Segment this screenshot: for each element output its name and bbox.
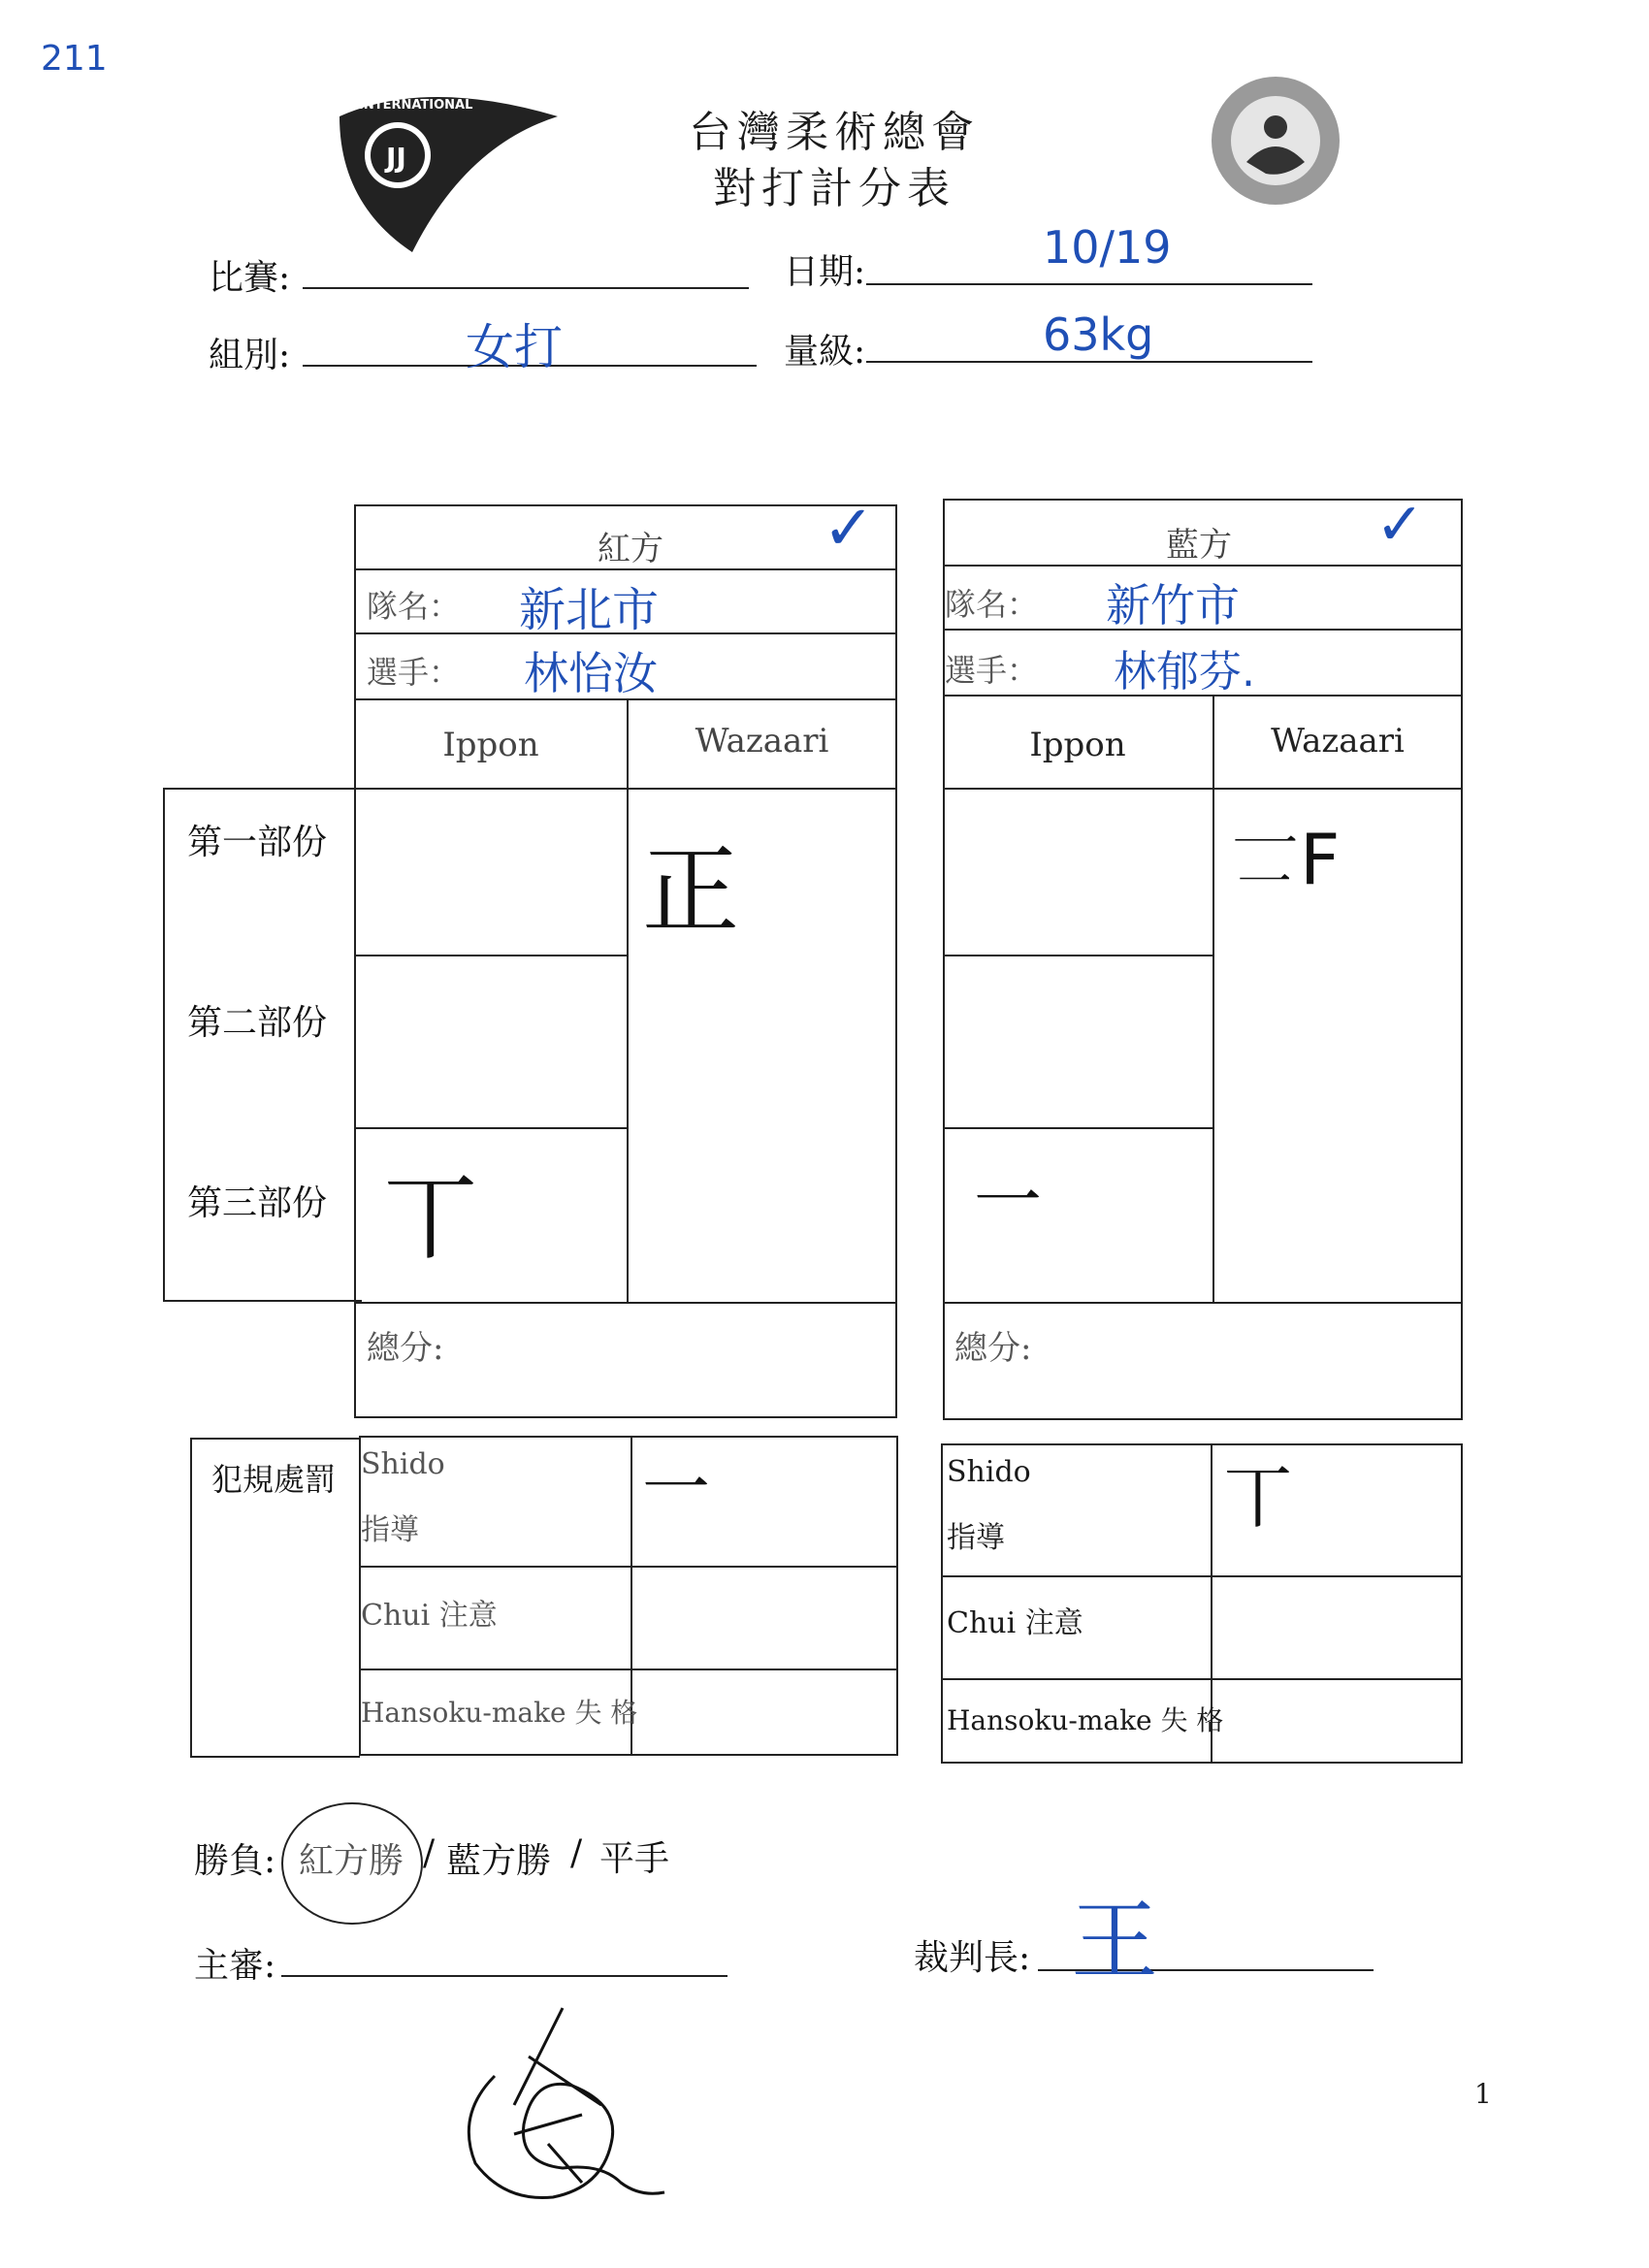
weight-value: 63kg [1043, 308, 1154, 361]
competition-label: 比賽: [209, 258, 291, 298]
red-team-value: 新北市 [519, 583, 660, 637]
blue-side-title: 藍方 [1166, 526, 1232, 565]
date-field[interactable] [866, 283, 1312, 285]
red-wazaari-header: Wazaari [695, 722, 829, 761]
blue-chui-label: Chui 注意 [947, 1606, 1083, 1640]
form-title-line1: 台灣柔術總會 [689, 108, 980, 157]
blue-shido-tally: 丅 [1224, 1458, 1292, 1538]
form-title-line2: 對打計分表 [713, 164, 955, 213]
corner-note: 211 [41, 39, 108, 79]
result-label: 勝負: [194, 1841, 276, 1881]
result-selected-circle [281, 1802, 423, 1925]
part1-label: 第一部份 [187, 823, 328, 862]
red-player-label: 選手： [367, 654, 461, 691]
red-wazaari-tally: 正 [642, 834, 739, 948]
blue-wazaari-header: Wazaari [1271, 722, 1405, 761]
blue-team-value: 新竹市 [1106, 579, 1240, 632]
blue-check-mark: ✓ [1375, 491, 1425, 559]
group-value: 女打 [466, 319, 563, 375]
weight-field[interactable] [866, 361, 1312, 363]
red-player-value: 林怡汝 [524, 647, 658, 699]
chief-judge-label: 裁判長: [914, 1938, 1031, 1978]
red-ippon-part3-tally: 丅 [384, 1164, 477, 1273]
chief-judge-value: 王 [1071, 1891, 1158, 1993]
red-side-title: 紅方 [598, 530, 663, 568]
referee-signature [456, 1998, 689, 2212]
blue-ippon-header: Ippon [1029, 726, 1126, 764]
part2-label: 第二部份 [187, 1003, 328, 1043]
blue-player-label: 選手： [945, 652, 1039, 689]
red-shido-tally: 一 [642, 1448, 710, 1528]
weight-label: 量級: [784, 332, 866, 372]
referee-field[interactable] [281, 1975, 728, 1977]
svg-text:INTERNATIONAL: INTERNATIONAL [359, 98, 473, 113]
result-separator-1: / [423, 1833, 436, 1873]
blue-hansoku-label: Hansoku-make 失 格 [947, 1704, 1224, 1736]
red-hansoku-label: Hansoku-make 失 格 [361, 1697, 638, 1729]
blue-team-label: 隊名： [945, 586, 1039, 623]
blue-shido-label: Shido [947, 1455, 1031, 1489]
blue-wazaari-tally: 𠄟F [1230, 819, 1341, 900]
part3-label: 第三部份 [187, 1183, 328, 1223]
result-option-red[interactable]: 紅方勝 [299, 1841, 404, 1881]
blue-shido-label-zh: 指導 [947, 1521, 1005, 1555]
red-team-label: 隊名： [367, 588, 461, 625]
red-total-label: 總分: [367, 1329, 444, 1368]
blue-ippon-part3-tally: 一 [974, 1161, 1042, 1241]
red-shido-label: Shido [361, 1447, 445, 1481]
result-separator-2: / [570, 1833, 583, 1873]
date-label: 日期: [784, 252, 866, 292]
competition-field[interactable] [303, 287, 749, 289]
red-shido-label-zh: 指導 [361, 1513, 419, 1547]
blue-total-label: 總分: [954, 1329, 1032, 1368]
ijjf-logo [320, 87, 563, 252]
referee-label: 主審: [194, 1946, 276, 1986]
page-number: 1 [1474, 2078, 1492, 2110]
red-chui-label: Chui 注意 [361, 1599, 498, 1633]
result-option-blue[interactable]: 藍方勝 [446, 1841, 552, 1881]
group-label: 組別: [209, 336, 291, 375]
red-ippon-header: Ippon [442, 726, 539, 764]
blue-player-value: 林郁芬. [1114, 647, 1255, 697]
penalty-label: 犯規處罰 [211, 1461, 337, 1498]
red-check-mark: ✓ [823, 493, 875, 565]
result-option-draw[interactable]: 平手 [599, 1839, 670, 1879]
svg-text:JJ: JJ [386, 142, 406, 174]
taiwan-jjf-logo [1208, 73, 1343, 209]
date-value: 10/19 [1043, 221, 1172, 274]
